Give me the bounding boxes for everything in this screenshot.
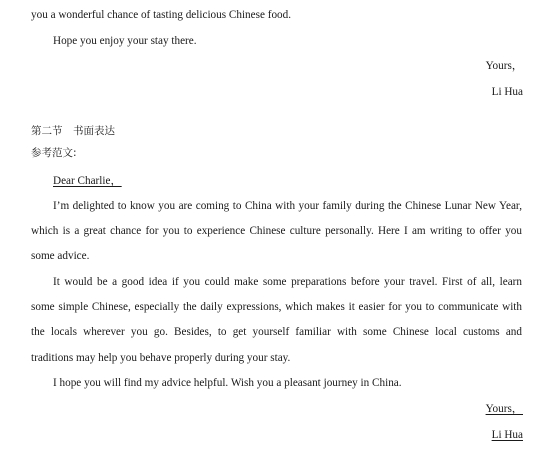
letter-salutation: Dear Charlie， [53,175,122,187]
letter-signature: Li Hua [491,429,523,441]
prev-letter-line: Hope you enjoy your stay there. [53,35,197,47]
paragraph-line: which is a great chance for you to experience Chinese culture personally. Here I am writing to offer you [31,225,522,237]
letter-closing: Yours， [485,403,523,415]
paragraph-line: traditions may help you behave properly during your stay. [31,352,291,364]
paragraph-line: It would be a good idea if you could make some preparations before your travel. First of all, learn [53,276,522,288]
paragraph-line: some advice. [31,250,90,262]
prev-letter-line: you a wonderful chance of tasting delicious Chinese food. [31,9,292,21]
paragraph-line: the locals wherever you go. Besides, to get yourself familiar with some Chinese local customs and [31,326,522,338]
paragraph-line: some simple Chinese, especially the daily expressions, which makes it easier for you to communicate with [31,301,522,313]
paragraph-line: I hope you will find my advice helpful. Wish you a pleasant journey in China. [53,377,402,389]
prev-letter-signature: Li Hua [491,86,523,98]
paragraph-line: I’m delighted to know you are coming to China with your family during the Chinese Lunar New Year, [53,200,522,212]
section-subheading: 参考范文: [31,147,77,159]
section-heading: 第二节 书面表达 [31,125,115,137]
prev-letter-closing: Yours， [485,60,523,72]
